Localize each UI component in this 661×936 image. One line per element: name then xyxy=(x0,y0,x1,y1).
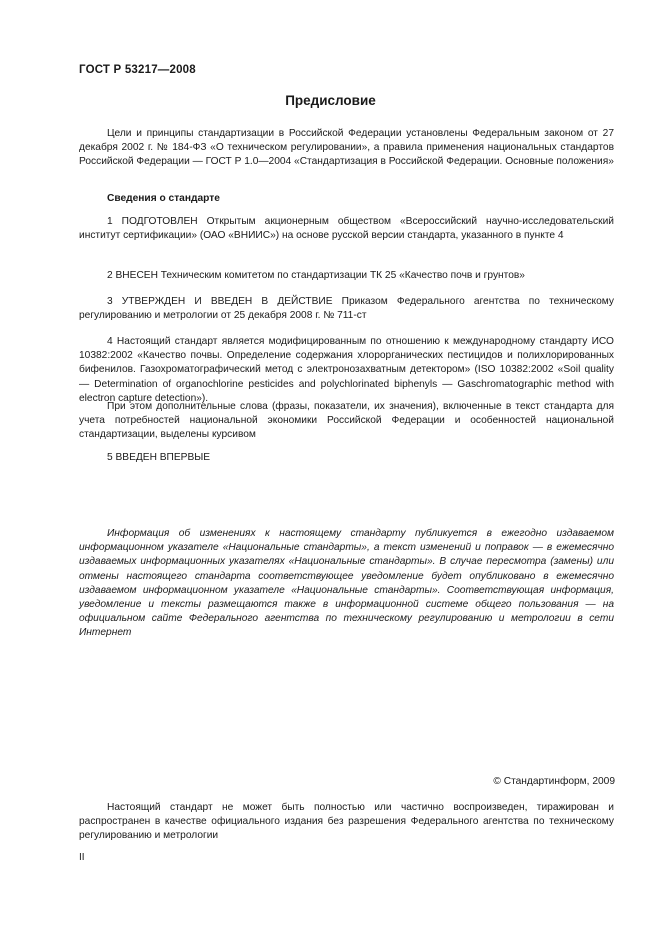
item-5-first-time: 5 ВВЕДЕН ВПЕРВЫЕ xyxy=(107,452,211,463)
reproduction-notice: Настоящий стандарт не может быть полностью или частично воспроизведен, тиражирован и распространен в качестве официального издания без разрешения Федерального агентства по техническому регулированию и метрологии xyxy=(79,802,614,842)
info-notice-paragraph: Информация об изменениях к настоящему стандарту публикуется в ежегодно издаваемом информационном указателе «Национальные стандарты», а текст изменений и поправок — в ежемесячно издаваемых информационных указателях «Национальные стандарты». В случае пересмотра (замены) или отмены настоящего стандарта соответствующее уведомление будет опубликовано в ежемесячно издаваемом информационном указателе «Национальные стандарты». Соответствующая информация, уведомление и тексты размещаются также в информационной системе общего пользования — на официальном сайте Федерального агентства по техническому регулированию и метрологии в сети Интернет xyxy=(79,528,614,639)
item-2-introduced: 2 ВНЕСЕН Техническим комитетом по стандартизации ТК 25 «Качество почв и грунтов» xyxy=(107,270,525,281)
intro-paragraph: Цели и принципы стандартизации в Российской Федерации установлены Федеральным законом от 27 декабря 2002 г. № 184-ФЗ «О техническом регулировании», а правила применения национальных стандартов Российской Федерации — ГОСТ Р 1.0—2004 «Стандартизация в Российской Федерации. Основные положения» xyxy=(79,128,614,168)
item-1-prepared: 1 ПОДГОТОВЛЕН Открытым акционерным обществом «Всероссийский научно-исследовательский институт сертификации» (ОАО «ВНИИС») на основе русской версии стандарта, указанного в пункте 4 xyxy=(79,216,614,242)
document-header-id: ГОСТ Р 53217—2008 xyxy=(79,64,196,76)
item-3-approved: 3 УТВЕРЖДЕН И ВВЕДЕН В ДЕЙСТВИЕ Приказом Федерального агентства по техническому регулированию и метрологии от 25 декабря 2008 г. № 711-ст xyxy=(79,296,614,322)
item-4-additional-note: При этом дополнительные слова (фразы, показатели, их значения), включенные в текст стандарта для учета потребностей национальной экономики Российской Федерации и особенностей национальной стандартизации, выделены курсивом xyxy=(79,401,614,441)
copyright-line: © Стандартинформ, 2009 xyxy=(493,776,615,787)
page-title: Предисловие xyxy=(285,93,376,108)
page-number: II xyxy=(79,852,85,863)
item-4-modified: 4 Настоящий стандарт является модифицированным по отношению к международному стандарту ИСО 10382:2002 «Качество почвы. Определение содержания хлорорганических пестицидов и полихлорированных бифенилов. Газохроматографический метод с электронозахватным детектором» (ISO 10382:2002 «Soil quality — Determination of organochlorine pesticides and polychlorinated biphenyls — Gaschromatographic method with electron capture detection»). xyxy=(79,336,614,404)
section-heading: Сведения о стандарте xyxy=(107,193,220,204)
